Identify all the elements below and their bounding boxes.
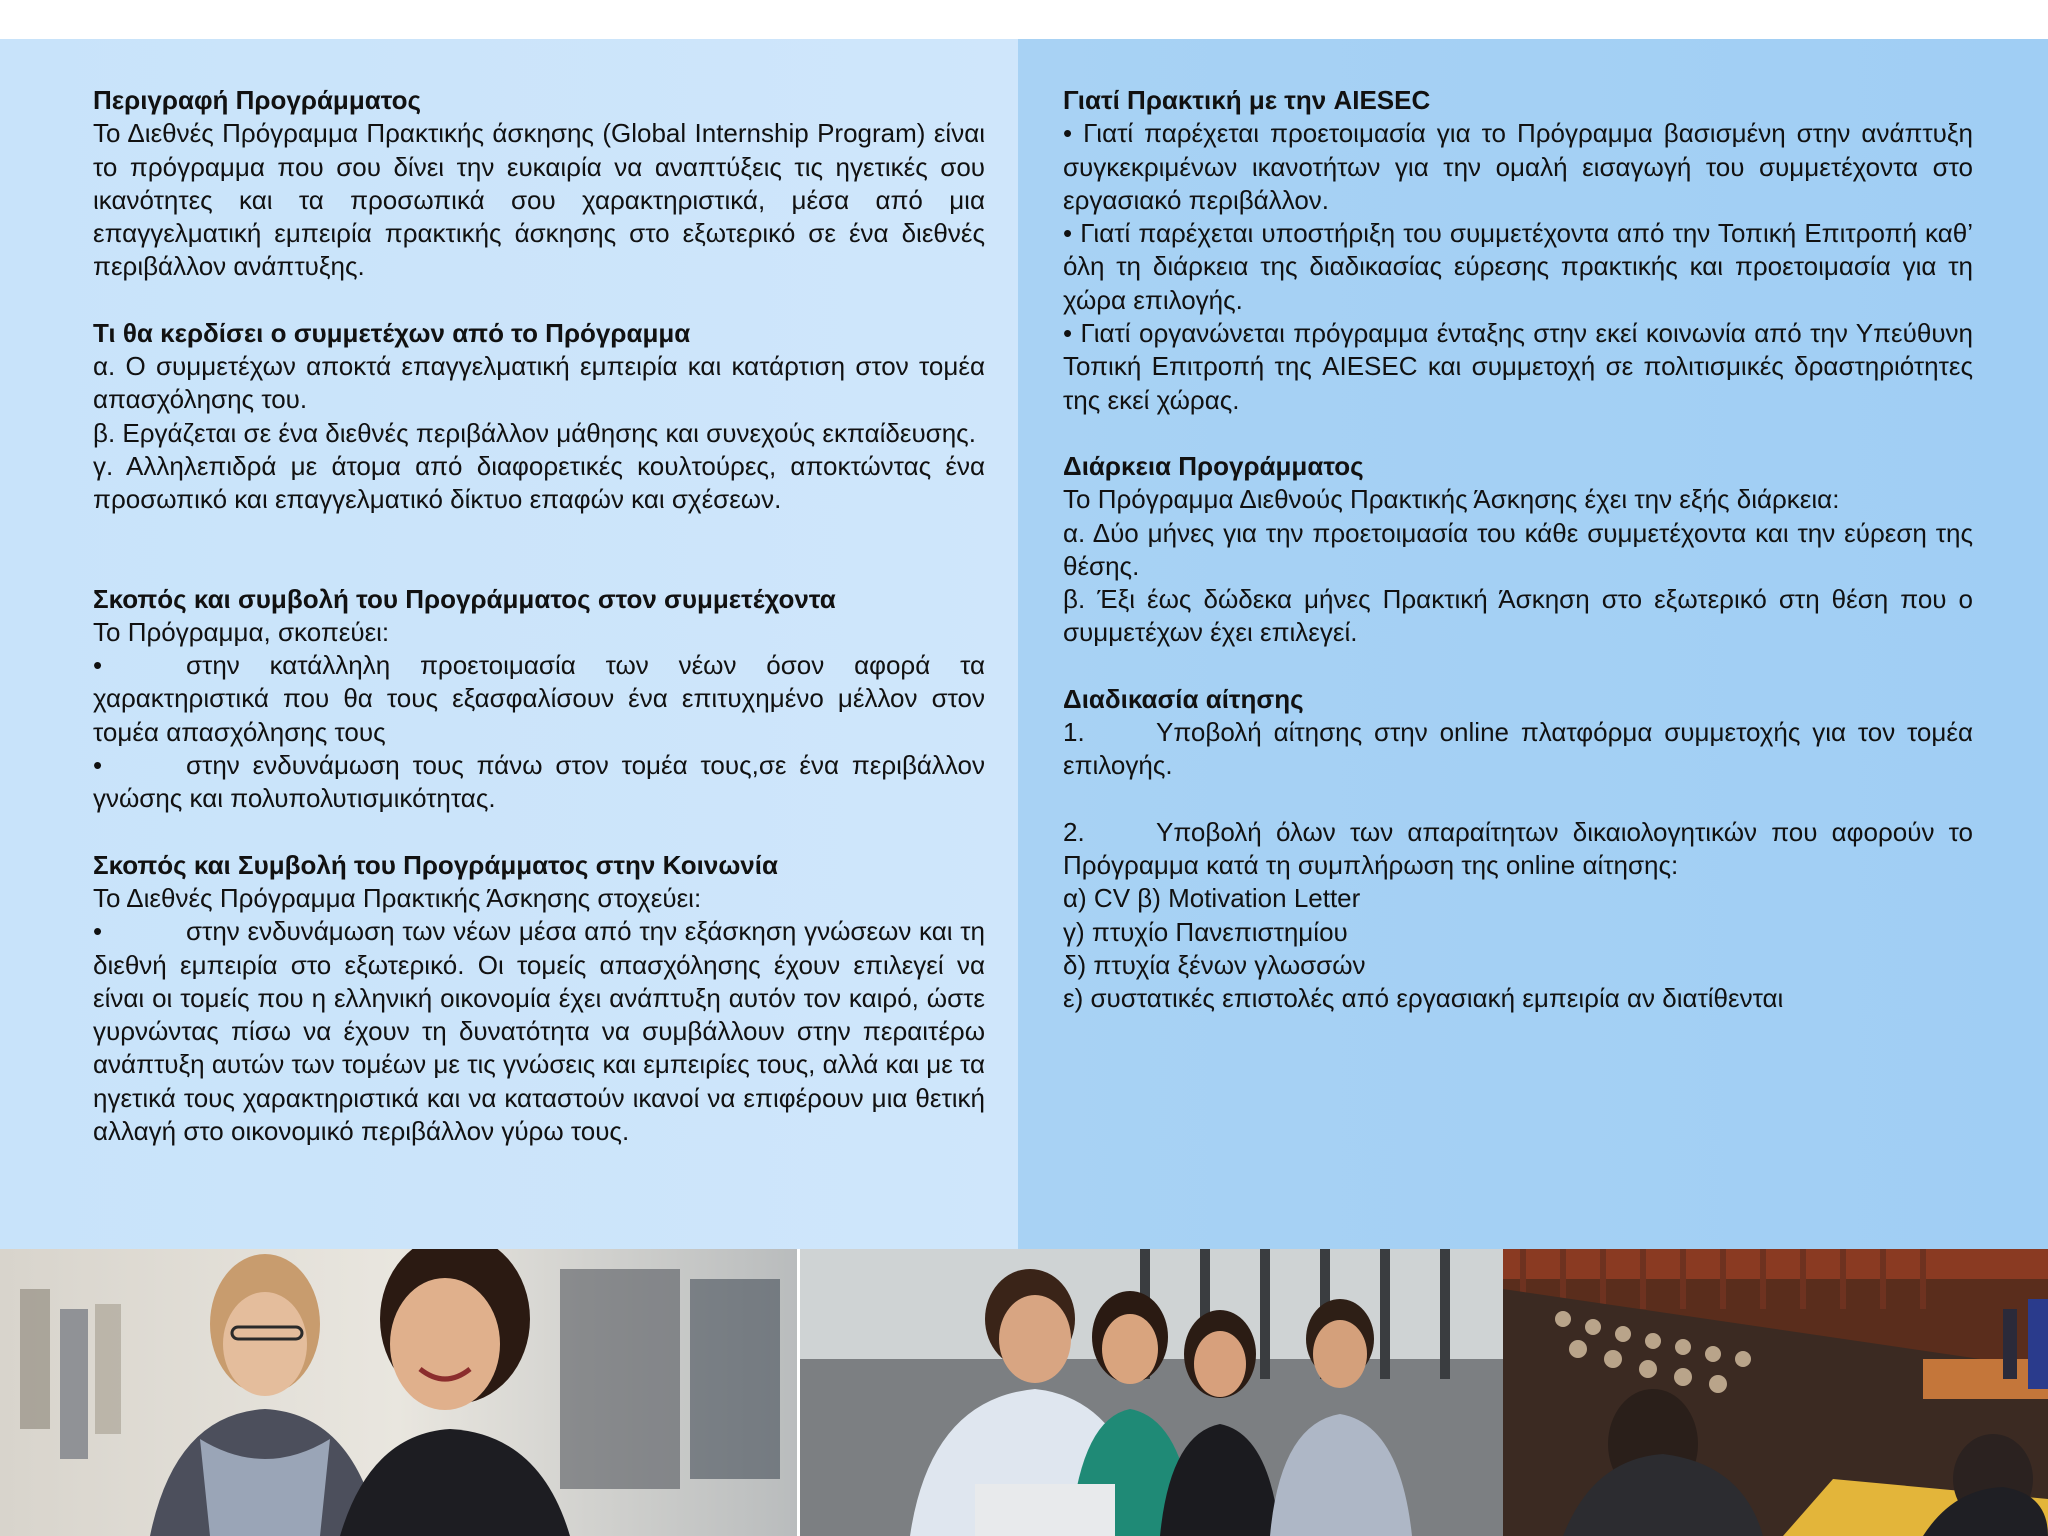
paragraph: Το Διεθνές Πρόγραμμα Πρακτικής άσκησης (Global Internship Program) είναι το πρόγραμμα που σου δίνει την ευκαιρία να αναπτύξεις τις ηγετικές σου ικανότητες και τα προσωπικά σου χαρακτηριστικά, μέσα από μια επαγγελματική εμπειρία πρακτικής άσκησης στο εξωτερικό σε ένα διεθνές περιβάλλον ανάπτυξης. — [93, 118, 985, 282]
bullet-item — [93, 749, 985, 816]
section-purpose-participant — [93, 583, 985, 816]
photo-strip — [0, 1249, 2048, 1536]
step-number: 1. — [1063, 717, 1085, 748]
list-item: β. Έξι έως δώδεκα μήνες Πρακτική Άσκηση στο εξωτερικό στη θέση που ο συμμετέχων έχει επιλεγεί. — [1063, 584, 1973, 648]
bullet-text: στην ενδυνάμωση τους πάνω στον τομέα τους,σε ένα περιβάλλον γνώσης και πολυπολυτισμικότητας. — [93, 750, 985, 814]
bullet-item: • Γιατί παρέχεται υποστήριξη του συμμετέχοντα από την Τοπική Επιτροπή καθ’ όλη τη διάρκεια της διαδικασίας εύρεσης πρακτικής και προετοιμασία για τη χώρα επιλογής. — [1063, 218, 1973, 315]
section-heading: Σκοπός και Συμβολή του Προγράμματος στην Κοινωνία — [93, 849, 778, 880]
document-item: ε) συστατικές επιστολές από εργασιακή εμπειρία αν διατίθενται — [1063, 983, 1784, 1014]
bullet-marker: • — [93, 650, 103, 681]
bullet-item — [93, 649, 985, 749]
section-heading: Περιγραφή Προγράμματος — [93, 85, 422, 115]
list-item: α. Δύο μήνες για την προετοιμασία του κάθε συμμετέχοντα και την εύρεση της θέσης. — [1063, 517, 1973, 581]
photo-students-group — [800, 1249, 1503, 1536]
section-program-duration — [1063, 450, 1973, 650]
paragraph: Το Πρόγραμμα, σκοπεύει: — [93, 616, 390, 647]
section-heading: Γιατί Πρακτική με την AIESEC — [1063, 85, 1431, 115]
right-column-text — [1063, 84, 1973, 1048]
numbered-step — [1063, 816, 1973, 883]
bullet-item: • Γιατί οργανώνεται πρόγραμμα ένταξης στην εκεί κοινωνία από την Υπεύθυνη Τοπική Επιτροπή της AIESEC και συμμετοχή σε πολιτισμικές δραστηριότητες της εκεί χώρας. — [1063, 318, 1973, 415]
photo-lecture-hall — [1503, 1249, 2048, 1536]
section-heading: Τι θα κερδίσει ο συμμετέχων από το Πρόγραμμα — [93, 317, 691, 348]
left-column-text — [93, 84, 985, 1181]
top-margin — [0, 0, 2048, 39]
paragraph: Το Πρόγραμμα Διεθνούς Πρακτικής Άσκησης έχει την εξής διάρκεια: — [1063, 484, 1840, 515]
section-program-description — [93, 84, 985, 284]
document-item: α) CV β) Motivation Letter — [1063, 883, 1361, 914]
photo-two-smiling-women — [0, 1249, 797, 1536]
numbered-step — [1063, 716, 1973, 783]
left-column — [0, 39, 1018, 1249]
bullet-text: στην ενδυνάμωση των νέων μέσα από την εξάσκηση γνώσεων και τη διεθνή εμπειρία στο εξωτερικό. Οι τομείς απασχόλησης έχουν επιλεγεί να είναι οι τομείς που η ελληνική οικονομία έχει ανάπτυξη αυτόν τον καιρό, ώστε γυρνώντας πίσω να έχουν τη δυνατότητα να συμβάλλουν στην περαιτέρω ανάπτυξη αυτών των τομέων με τις γνώσεις και εμπειρίες τους, αλλά και με τα ηγετικά τους χαρακτηριστικά και να καταστούν ικανοί να επιφέρουν μια θετική αλλαγή στο οικονομικό περιβάλλον γύρω τους. — [93, 916, 985, 1147]
step-number: 2. — [1063, 816, 1085, 847]
paragraph: Το Διεθνές Πρόγραμμα Πρακτικής Άσκησης στοχεύει: — [93, 882, 702, 913]
step-text: Υποβολή αίτησης στην online πλατφόρμα συμμετοχής για τον τομέα επιλογής. — [1063, 717, 1973, 781]
list-item: α. Ο συμμετέχων αποκτά επαγγελματική εμπειρία και κατάρτιση στον τομέα απασχόλησης του. — [93, 351, 985, 415]
right-column — [1018, 39, 2048, 1249]
step-text: Υποβολή όλων των απαραίτητων δικαιολογητικών που αφορούν το Πρόγραμμα κατά τη συμπλήρωση της online αίτησης: — [1063, 816, 1973, 880]
bullet-item — [93, 915, 985, 1148]
section-application-process — [1063, 683, 1973, 1016]
section-why-aiesec — [1063, 84, 1973, 417]
section-heading: Διαδικασία αίτησης — [1063, 683, 1304, 714]
section-purpose-society — [93, 849, 985, 1149]
section-heading: Διάρκεια Προγράμματος — [1063, 450, 1364, 481]
bullet-marker: • — [93, 750, 103, 781]
document-item: γ) πτυχίο Πανεπιστημίου — [1063, 916, 1348, 947]
document-item: δ) πτυχία ξένων γλωσσών — [1063, 949, 1366, 980]
list-item: γ. Αλληλεπιδρά με άτομα από διαφορετικές κουλτούρες, αποκτώντας ένα προσωπικό και επαγγελματικό δίκτυο επαφών και σχέσεων. — [93, 450, 985, 515]
bullet-item: • Γιατί παρέχεται προετοιμασία για το Πρόγραμμα βασισμένη στην ανάπτυξη συγκεκριμένων ικανοτήτων για την ομαλή εισαγωγή του συμμετέχοντα στο εργασιακό περιβάλλον. — [1063, 118, 1973, 215]
section-participant-benefits — [93, 317, 985, 517]
section-heading: Σκοπός και συμβολή του Προγράμματος στον συμμετέχοντα — [93, 583, 836, 614]
bullet-text: στην κατάλληλη προετοιμασία των νέων όσον αφορά τα χαρακτηριστικά που θα τους εξασφαλίσουν ένα επιτυχημένο μέλλον στον τομέα απασχόλησης τους — [93, 650, 985, 747]
bullet-marker: • — [93, 916, 103, 947]
list-item: β. Εργάζεται σε ένα διεθνές περιβάλλον μάθησης και συνεχούς εκπαίδευσης. — [93, 417, 976, 448]
